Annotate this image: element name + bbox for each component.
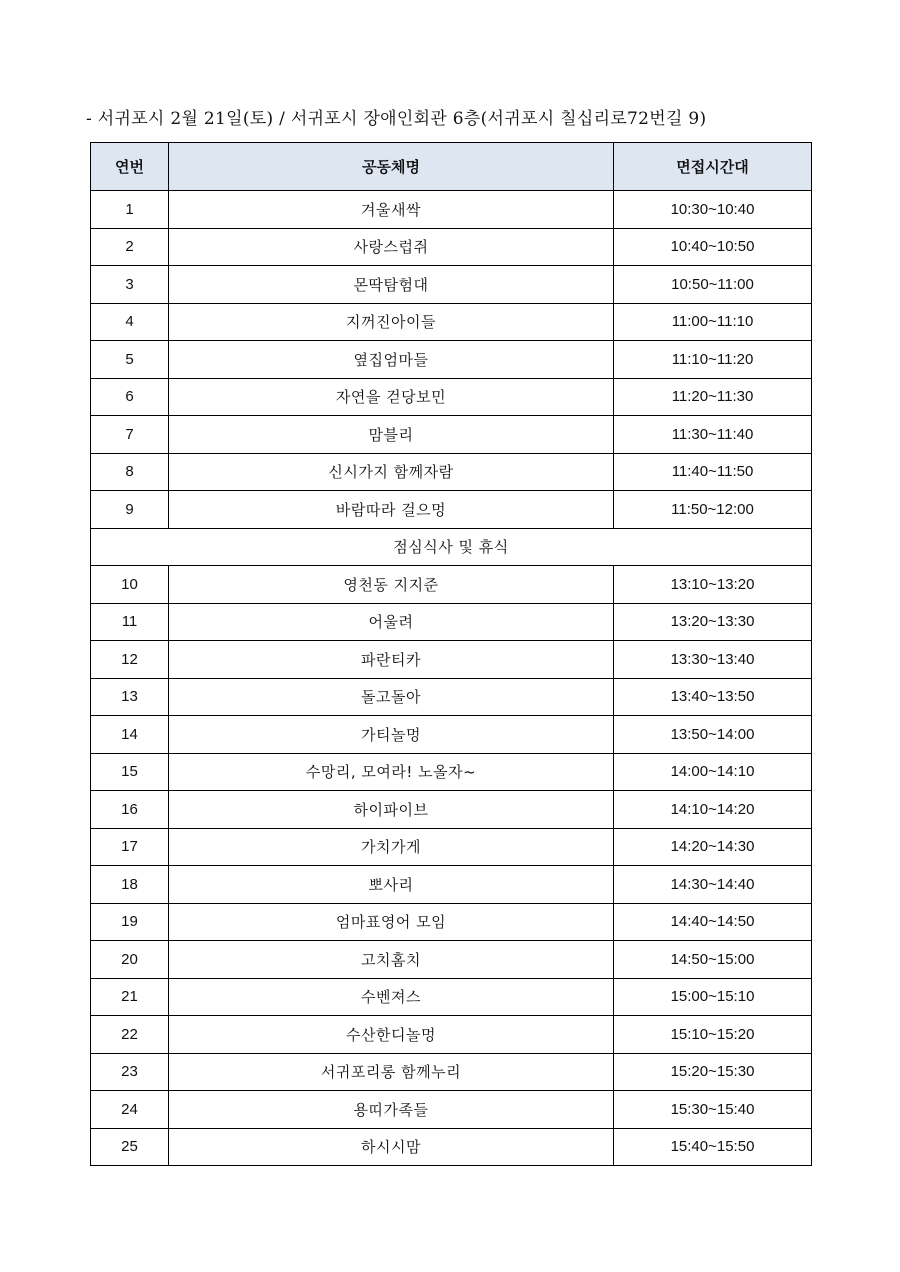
interview-time-cell: 13:40~13:50 — [614, 678, 812, 716]
community-name-cell: 신시가지 함께자람 — [169, 453, 614, 491]
community-name-cell: 돌고돌아 — [169, 678, 614, 716]
row-number-cell: 21 — [91, 978, 169, 1016]
row-number-cell: 10 — [91, 566, 169, 604]
table-row — [91, 491, 812, 529]
community-name-cell: 가티놀멍 — [169, 716, 614, 754]
row-number-cell: 20 — [91, 941, 169, 979]
table-row — [91, 378, 812, 416]
community-name-cell: 고치홈치 — [169, 941, 614, 979]
row-number-cell: 15 — [91, 753, 169, 791]
table-row — [91, 566, 812, 604]
table-row — [91, 603, 812, 641]
interview-time-cell: 14:30~14:40 — [614, 866, 812, 904]
community-name-cell: 파란티카 — [169, 641, 614, 679]
row-number-cell: 2 — [91, 228, 169, 266]
interview-time-cell: 10:50~11:00 — [614, 266, 812, 304]
community-name-cell: 수벤져스 — [169, 978, 614, 1016]
interview-time-cell: 14:50~15:00 — [614, 941, 812, 979]
table-row — [91, 903, 812, 941]
interview-time-cell: 13:50~14:00 — [614, 716, 812, 754]
table-row — [91, 716, 812, 754]
table-row — [91, 753, 812, 791]
community-name-cell: 지꺼진아이들 — [169, 303, 614, 341]
header-row — [91, 143, 812, 191]
interview-time-cell: 14:10~14:20 — [614, 791, 812, 829]
table-row — [91, 266, 812, 304]
table-row — [91, 228, 812, 266]
column-header-number: 연번 — [91, 143, 169, 191]
column-header-community-name: 공동체명 — [169, 143, 614, 191]
community-name-cell: 수망리, 모여라! 노올자~ — [169, 753, 614, 791]
community-name-cell: 엄마표영어 모임 — [169, 903, 614, 941]
community-name-cell: 옆집엄마들 — [169, 341, 614, 379]
interview-time-cell: 13:30~13:40 — [614, 641, 812, 679]
row-number-cell: 7 — [91, 416, 169, 454]
interview-time-cell: 15:20~15:30 — [614, 1053, 812, 1091]
row-number-cell: 19 — [91, 903, 169, 941]
row-number-cell: 16 — [91, 791, 169, 829]
lunch-break-row — [91, 528, 812, 566]
community-name-cell: 바람따라 걸으멍 — [169, 491, 614, 529]
community-name-cell: 겨울새싹 — [169, 191, 614, 229]
table-row — [91, 303, 812, 341]
interview-schedule-table — [90, 142, 812, 1166]
row-number-cell: 12 — [91, 641, 169, 679]
row-number-cell: 11 — [91, 603, 169, 641]
table-body — [91, 191, 812, 1166]
community-name-cell: 수산한디놀멍 — [169, 1016, 614, 1054]
interview-time-cell: 14:40~14:50 — [614, 903, 812, 941]
table-row — [91, 1016, 812, 1054]
interview-time-cell: 11:40~11:50 — [614, 453, 812, 491]
interview-time-cell: 13:10~13:20 — [614, 566, 812, 604]
table-row — [91, 1091, 812, 1129]
community-name-cell: 몬딱탐험대 — [169, 266, 614, 304]
community-name-cell: 서귀포리롱 함께누리 — [169, 1053, 614, 1091]
table-row — [91, 1128, 812, 1166]
interview-time-cell: 14:00~14:10 — [614, 753, 812, 791]
table-row — [91, 978, 812, 1016]
row-number-cell: 23 — [91, 1053, 169, 1091]
table-row — [91, 1053, 812, 1091]
row-number-cell: 17 — [91, 828, 169, 866]
table-row — [91, 453, 812, 491]
row-number-cell: 4 — [91, 303, 169, 341]
community-name-cell: 용띠가족들 — [169, 1091, 614, 1129]
row-number-cell: 5 — [91, 341, 169, 379]
table-row — [91, 791, 812, 829]
interview-time-cell: 15:40~15:50 — [614, 1128, 812, 1166]
community-name-cell: 하이파이브 — [169, 791, 614, 829]
row-number-cell: 18 — [91, 866, 169, 904]
interview-time-cell: 15:30~15:40 — [614, 1091, 812, 1129]
table-header — [91, 143, 812, 191]
table-row — [91, 341, 812, 379]
interview-time-cell: 15:00~15:10 — [614, 978, 812, 1016]
row-number-cell: 25 — [91, 1128, 169, 1166]
interview-time-cell: 11:20~11:30 — [614, 378, 812, 416]
row-number-cell: 24 — [91, 1091, 169, 1129]
row-number-cell: 1 — [91, 191, 169, 229]
interview-time-cell: 11:10~11:20 — [614, 341, 812, 379]
row-number-cell: 8 — [91, 453, 169, 491]
row-number-cell: 13 — [91, 678, 169, 716]
community-name-cell: 사랑스럽쥐 — [169, 228, 614, 266]
row-number-cell: 9 — [91, 491, 169, 529]
community-name-cell: 맘블리 — [169, 416, 614, 454]
interview-time-cell: 11:50~12:00 — [614, 491, 812, 529]
interview-time-cell: 15:10~15:20 — [614, 1016, 812, 1054]
table-row — [91, 828, 812, 866]
interview-time-cell: 11:00~11:10 — [614, 303, 812, 341]
table-row — [91, 678, 812, 716]
lunch-break-label: 점심식사 및 휴식 — [91, 528, 812, 566]
community-name-cell: 하시시맘 — [169, 1128, 614, 1166]
community-name-cell: 뽀사리 — [169, 866, 614, 904]
table-row — [91, 941, 812, 979]
interview-time-cell: 11:30~11:40 — [614, 416, 812, 454]
community-name-cell: 어울려 — [169, 603, 614, 641]
table-row — [91, 191, 812, 229]
row-number-cell: 3 — [91, 266, 169, 304]
row-number-cell: 22 — [91, 1016, 169, 1054]
table-row — [91, 641, 812, 679]
row-number-cell: 6 — [91, 378, 169, 416]
column-header-interview-time: 면접시간대 — [614, 143, 812, 191]
interview-time-cell: 10:40~10:50 — [614, 228, 812, 266]
table-row — [91, 416, 812, 454]
community-name-cell: 영천동 지지준 — [169, 566, 614, 604]
interview-time-cell: 10:30~10:40 — [614, 191, 812, 229]
community-name-cell: 가치가게 — [169, 828, 614, 866]
schedule-heading: - 서귀포시 2월 21일(토) / 서귀포시 장애인회관 6층(서귀포시 칠십리로72번길 9) — [86, 109, 707, 129]
community-name-cell: 자연을 걷당보민 — [169, 378, 614, 416]
interview-time-cell: 14:20~14:30 — [614, 828, 812, 866]
interview-time-cell: 13:20~13:30 — [614, 603, 812, 641]
row-number-cell: 14 — [91, 716, 169, 754]
table-row — [91, 866, 812, 904]
